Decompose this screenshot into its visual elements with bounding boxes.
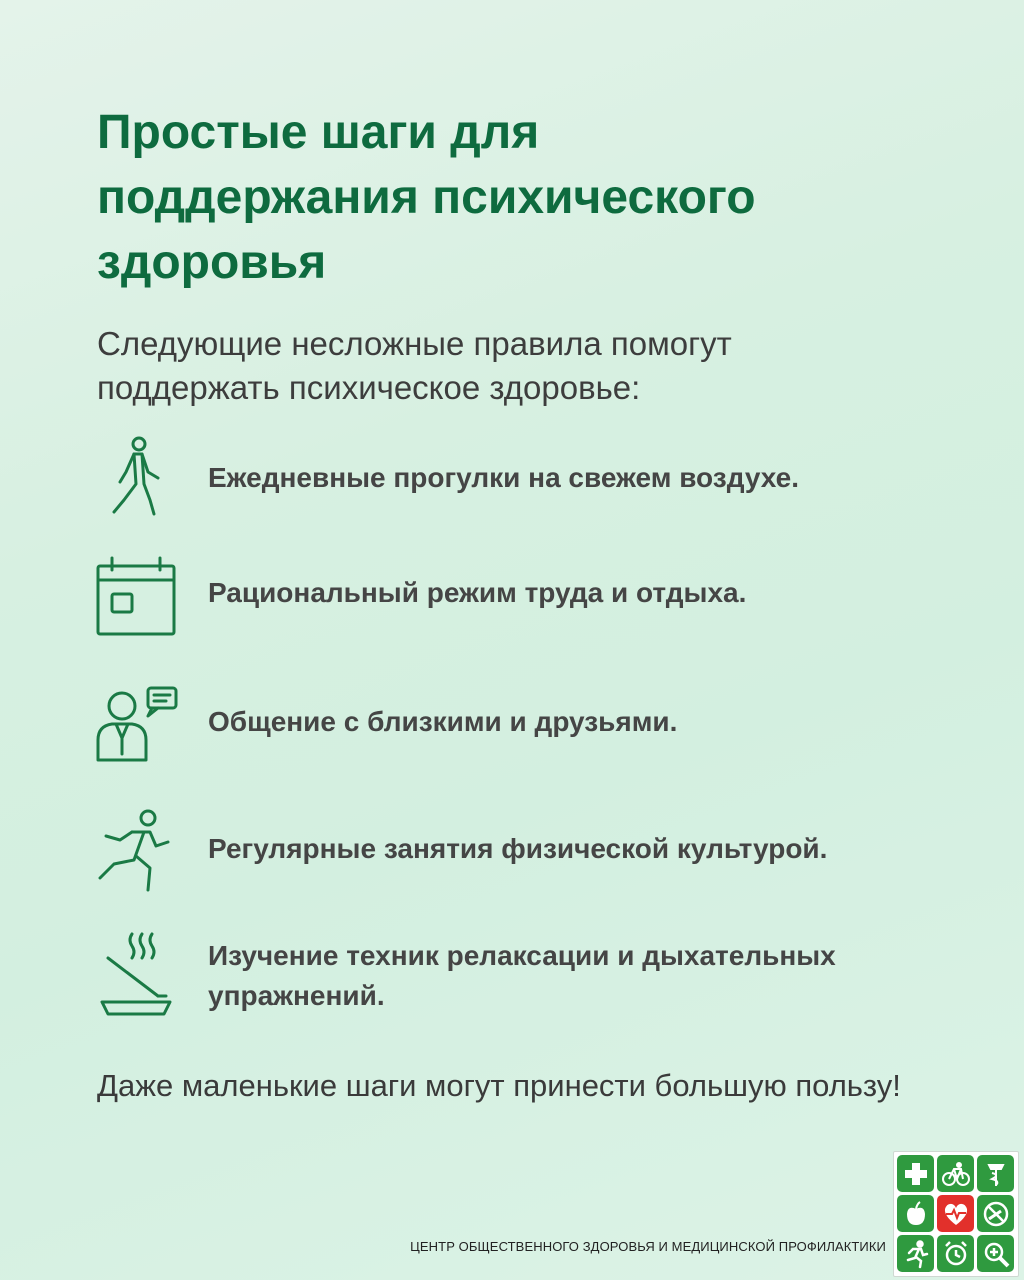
- title-line: поддержания психического: [97, 171, 756, 224]
- step-item: [208, 829, 968, 869]
- bicycle-icon: [937, 1155, 974, 1192]
- running-person-icon: [92, 806, 180, 894]
- step-text-line: Ежедневные прогулки на свежем воздухе.: [208, 462, 799, 493]
- step-item: [208, 702, 968, 742]
- caduceus-icon: [977, 1155, 1014, 1192]
- step-item: [208, 458, 968, 498]
- step-item: [208, 573, 968, 613]
- step-text-line: упражнений.: [208, 980, 385, 1011]
- intro-line: поддержать психическое здоровье:: [97, 369, 641, 406]
- heart-pulse-icon: [937, 1195, 974, 1232]
- title-line: здоровья: [97, 236, 327, 289]
- person-speech-bubble-icon: [92, 682, 180, 770]
- step-text-line: Общение с близкими и друзьями.: [208, 706, 678, 737]
- title-line: Простые шаги для: [97, 106, 540, 159]
- footer-text: Даже маленькие шаги могут принести большую пользу!: [97, 1068, 901, 1103]
- organization-name: ЦЕНТР ОБЩЕСТВЕННОГО ЗДОРОВЬЯ И МЕДИЦИНСКОЙ ПРОФИЛАКТИКИ: [410, 1239, 886, 1254]
- step-text-line: Рациональный режим труда и отдыха.: [208, 577, 747, 608]
- walking-person-icon: [92, 434, 180, 522]
- intro-line: Следующие несложные правила помогут: [97, 325, 732, 362]
- cross-icon: [897, 1155, 934, 1192]
- no-smoking-icon: [977, 1195, 1014, 1232]
- step-item: [208, 936, 968, 1016]
- step-text-line: Регулярные занятия физической культурой.: [208, 833, 828, 864]
- calendar-icon: [92, 554, 180, 642]
- intro-text: [97, 322, 957, 410]
- runner-icon: [897, 1235, 934, 1272]
- incense-stick-icon: [92, 930, 180, 1018]
- step-text-line: Изучение техник релаксации и дыхательных: [208, 940, 836, 971]
- apple-icon: [897, 1195, 934, 1232]
- organization-logo: [893, 1151, 1019, 1277]
- alarm-clock-icon: [937, 1235, 974, 1272]
- magnifier-icon: [977, 1235, 1014, 1272]
- page-title: [97, 100, 917, 295]
